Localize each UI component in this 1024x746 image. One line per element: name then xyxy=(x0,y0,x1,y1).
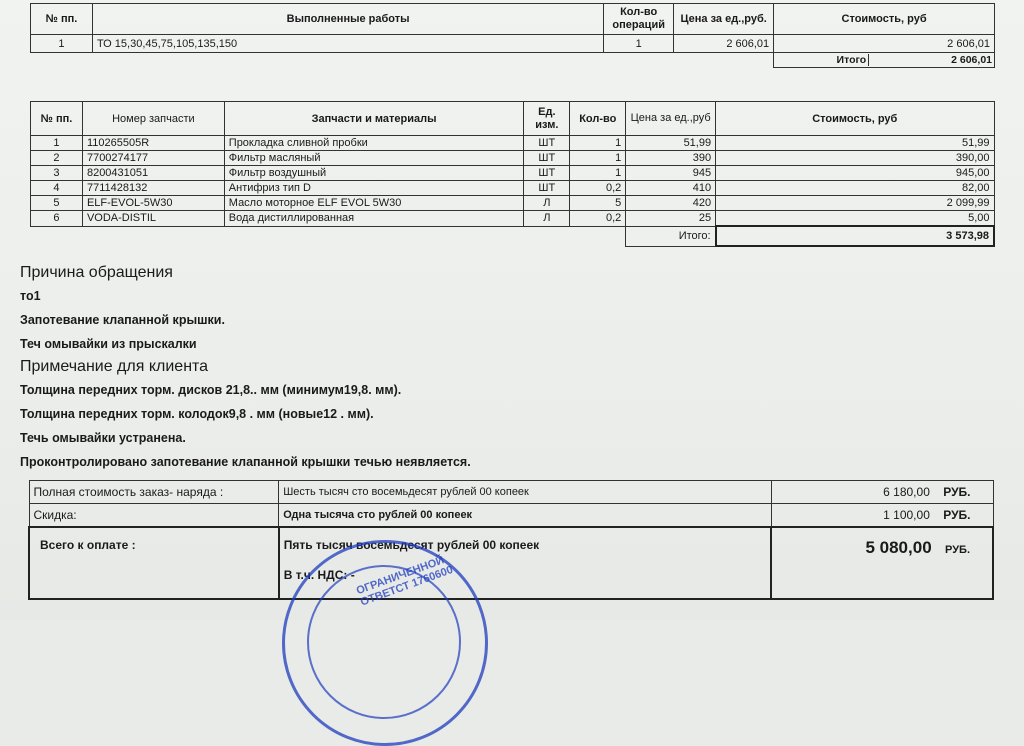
parts-cell-cost: 51,99 xyxy=(716,136,994,151)
reason-line: Теч омывайки из прыскалки xyxy=(20,337,197,351)
parts-total-label: Итого: xyxy=(626,226,716,246)
client-note-title: Примечание для клиента xyxy=(20,358,209,375)
client-note-line: Проконтролировано запотевание клапанной крышки течью неявляется. xyxy=(20,455,471,469)
works-cell-name: ТО 15,30,45,75,105,135,150 xyxy=(92,35,603,53)
parts-cell-cost: 82,00 xyxy=(716,181,994,196)
parts-col-cost: Стоимость, руб xyxy=(716,102,994,136)
parts-col-qty: Кол-во xyxy=(570,102,626,136)
works-col-qty: Кол-во операций xyxy=(604,4,674,35)
parts-cell-cost: 5,00 xyxy=(716,211,994,227)
parts-cell-unit: ШТ xyxy=(524,166,570,181)
works-total-row xyxy=(31,53,995,68)
table-row xyxy=(31,166,995,181)
reason-line: Запотевание клапанной крышки. xyxy=(20,313,225,327)
parts-col-code: Номер запчасти xyxy=(82,102,224,136)
parts-cell-price: 51,99 xyxy=(626,136,716,151)
parts-cell-code: VODA-DISTIL xyxy=(82,211,224,227)
summary-full-row xyxy=(29,481,993,504)
works-cell-qty: 1 xyxy=(604,35,674,53)
summary-discount-amount: 1 100,00 xyxy=(883,508,930,522)
company-stamp-icon xyxy=(282,540,488,746)
summary-full-amount-cell xyxy=(771,481,993,504)
parts-cell-qty: 1 xyxy=(570,136,626,151)
parts-cell-num: 2 xyxy=(31,151,83,166)
currency-label: РУБ. xyxy=(943,485,971,499)
parts-col-name: Запчасти и материалы xyxy=(224,102,524,136)
summary-full-amount: 6 180,00 xyxy=(883,485,930,499)
table-row xyxy=(31,181,995,196)
currency-label: РУБ. xyxy=(945,544,970,556)
currency-label: РУБ. xyxy=(943,508,971,522)
parts-header-row xyxy=(31,102,995,136)
parts-col-price: Цена за ед.,руб xyxy=(626,102,716,136)
table-row xyxy=(31,35,995,53)
parts-cell-cost: 945,00 xyxy=(716,166,994,181)
parts-cell-code: 8200431051 xyxy=(82,166,224,181)
parts-cell-price: 410 xyxy=(626,181,716,196)
table-row xyxy=(31,136,995,151)
works-cell-price: 2 606,01 xyxy=(674,35,774,53)
parts-cell-name: Фильтр масляный xyxy=(224,151,524,166)
notes-section xyxy=(20,262,820,474)
client-note-line: Толщина передних торм. дисков 21,8.. мм (минимум19,8. мм). xyxy=(20,383,402,397)
parts-cell-qty: 5 xyxy=(570,196,626,211)
parts-cell-name: Прокладка сливной пробки xyxy=(224,136,524,151)
client-note-line: Толщина передних торм. колодок9,8 . мм (новые12 . мм). xyxy=(20,407,374,421)
table-row xyxy=(31,151,995,166)
parts-cell-price: 390 xyxy=(626,151,716,166)
works-table xyxy=(30,3,995,68)
summary-vat: В т.ч. НДС: - xyxy=(283,568,355,582)
parts-cell-name: Фильтр воздушный xyxy=(224,166,524,181)
parts-cell-unit: ШТ xyxy=(524,136,570,151)
parts-cell-num: 4 xyxy=(31,181,83,196)
works-cell-num: 1 xyxy=(31,35,93,53)
parts-cell-num: 3 xyxy=(31,166,83,181)
parts-cell-qty: 0,2 xyxy=(570,211,626,227)
stamp-text: ОГРАНИЧЕННОЙ ОТВЕТСТ 1760600 xyxy=(354,554,455,609)
works-col-num: № пп. xyxy=(31,4,93,35)
parts-col-unit: Ед. изм. xyxy=(524,102,570,136)
works-col-name: Выполненные работы xyxy=(92,4,603,35)
works-total-label: Итого xyxy=(774,54,869,66)
parts-cell-cost: 390,00 xyxy=(716,151,994,166)
parts-cell-price: 25 xyxy=(626,211,716,227)
parts-cell-name: Масло моторное ELF EVOL 5W30 xyxy=(224,196,524,211)
summary-full-words: Шесть тысяч сто восемьдесят рублей 00 копеек xyxy=(279,481,772,504)
parts-cell-num: 5 xyxy=(31,196,83,211)
parts-total-value: 3 573,98 xyxy=(716,226,994,246)
parts-cell-num: 6 xyxy=(31,211,83,227)
summary-discount-words: Одна тысяча сто рублей 00 копеек xyxy=(279,504,772,528)
parts-col-num: № пп. xyxy=(31,102,83,136)
parts-cell-code: 7700274177 xyxy=(82,151,224,166)
summary-discount-amount-cell xyxy=(771,504,993,528)
parts-cell-unit: Л xyxy=(524,211,570,227)
parts-cell-price: 945 xyxy=(626,166,716,181)
parts-cell-unit: ШТ xyxy=(524,181,570,196)
parts-cell-name: Антифриз тип D xyxy=(224,181,524,196)
summary-total-amount-cell xyxy=(771,527,993,599)
parts-cell-code: ELF-EVOL-5W30 xyxy=(82,196,224,211)
parts-cell-unit: Л xyxy=(524,196,570,211)
parts-cell-unit: ШТ xyxy=(524,151,570,166)
summary-total-row xyxy=(29,527,993,599)
parts-cell-num: 1 xyxy=(31,136,83,151)
parts-total-row xyxy=(31,226,995,246)
summary-discount-label: Скидка: xyxy=(29,504,279,528)
summary-total-label: Всего к оплате : xyxy=(29,527,279,599)
parts-cell-cost: 2 099,99 xyxy=(716,196,994,211)
parts-cell-qty: 1 xyxy=(570,166,626,181)
works-total-value: 2 606,01 xyxy=(951,54,992,66)
works-cell-cost: 2 606,01 xyxy=(774,35,995,53)
summary-full-label: Полная стоимость заказ- наряда : xyxy=(29,481,279,504)
parts-cell-code: 110265505R xyxy=(82,136,224,151)
table-row xyxy=(31,196,995,211)
parts-cell-code: 7711428132 xyxy=(82,181,224,196)
parts-cell-qty: 0,2 xyxy=(570,181,626,196)
parts-cell-name: Вода дистиллированная xyxy=(224,211,524,227)
summary-total-words: Пять тысяч восемьдесят рублей 00 копеек xyxy=(283,538,540,552)
client-note-line: Течь омывайки устранена. xyxy=(20,431,186,445)
reason-line: то1 xyxy=(20,289,41,303)
summary-discount-row xyxy=(29,504,993,528)
reason-title: Причина обращения xyxy=(20,264,173,281)
parts-cell-price: 420 xyxy=(626,196,716,211)
parts-table xyxy=(30,101,995,247)
works-header-row xyxy=(31,4,995,35)
works-col-cost: Стоимость, руб xyxy=(774,4,995,35)
parts-cell-qty: 1 xyxy=(570,151,626,166)
works-col-price: Цена за ед.,руб. xyxy=(674,4,774,35)
table-row xyxy=(31,211,995,227)
summary-table xyxy=(28,480,994,600)
summary-total-amount: 5 080,00 xyxy=(865,538,932,557)
